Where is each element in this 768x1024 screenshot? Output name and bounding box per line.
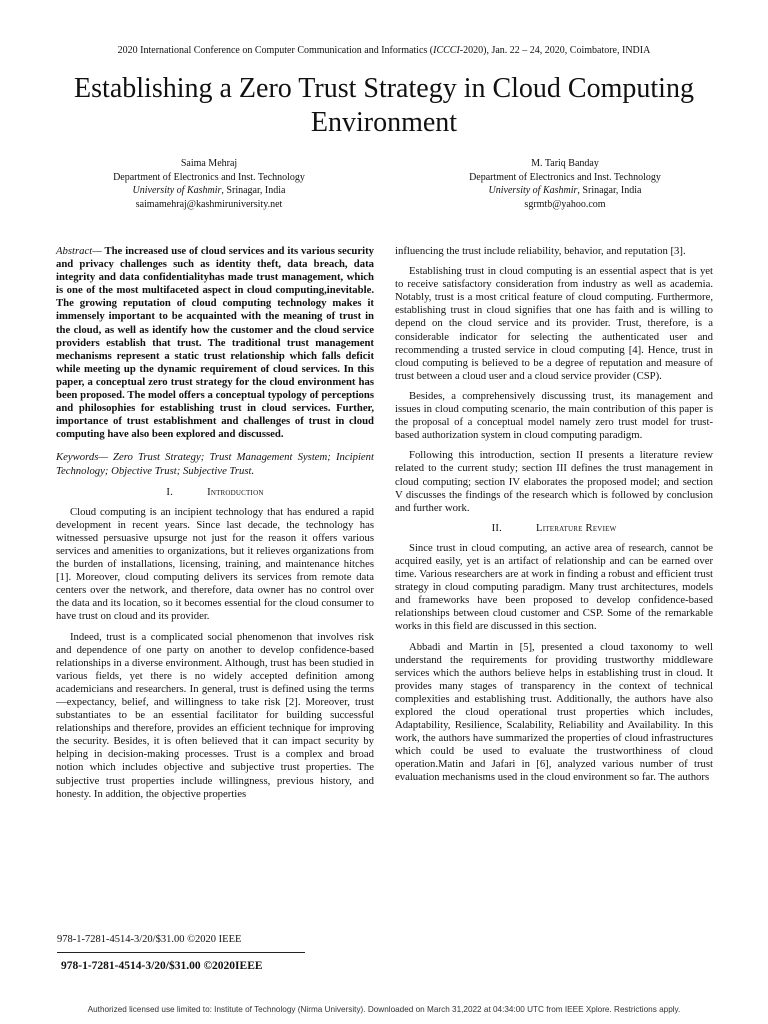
isbn-line: 978-1-7281-4514-3/20/$31.00 ©2020 IEEE [57, 934, 242, 945]
right-column [395, 245, 713, 792]
paragraph: Following this introduction, section II presents a literature review related to the current study; section III defines the trust management in cloud computing; section IV elaborates the proposed model; and section V discusses the findings of the research which is followed by conclusion and further work. [395, 449, 713, 514]
author-email: sgrmtb@yahoo.com [524, 198, 606, 210]
author-name: M. Tariq Banday [531, 158, 599, 169]
author-email: saimamehraj@kashmiruniversity.net [135, 198, 283, 210]
conference-acronym: ICCCI [433, 45, 460, 56]
author-name: Saima Mehraj [180, 158, 238, 169]
paragraph: Since trust in cloud computing, an active area of research, cannot be acquired easily, yet is an artifact of relationship and can be earned over time. Various researchers are at work in finding a robust and efficient trust strategy in cloud computing paradigm. Many trust architectures, models and frameworks have been proposed to develop confidence-based relationships between cloud customer and CSP. Some of the remarkable works in this field are discussed in this section. [395, 541, 713, 633]
section-heading-literature-review: II. Literature Review [491, 521, 617, 534]
paper-title: Establishing a Zero Trust Strategy in Cloud Computing Environment [74, 73, 694, 138]
author-dept: Department of Electronics and Inst. Technology [113, 171, 305, 183]
footnote-rule [57, 952, 305, 953]
abstract: Abstract— The increased use of cloud services and its various security and privacy challenges such as identity theft, data breach, data integrity and data confidentialityhas made trust management, which is one of the most multifaceted aspect in cloud computing,inevitable. The growing reputation of cloud computing technology makes it immensely important to be acquainted with the meaning of trust in the cloud, as well as identify how the customer and the cloud service providers establish that trust. The traditional trust management mechanisms represent a static trust relationship which falls deficit while meeting up the dynamic requirement of cloud services. In this paper, a conceptual zero trust strategy for the cloud environment has been proposed. The model offers a conceptual typology of perceptions and philosophies for establishing trust in cloud services. Further, importance of trust establishment and challenges of trust in cloud computing have also been explored and discussed. [56, 245, 374, 441]
author-affiliation: University of Kashmir, Srinagar, India [488, 185, 642, 196]
paragraph: Besides, a comprehensively discussing trust, its management and issues in cloud computing scenario, the main contribution of this paper is the proposal of a conceptual model namely zero trust model for trust-based authorization system in cloud computing paradigm. [395, 389, 713, 442]
keywords: Keywords— Zero Trust Strategy; Trust Management System; Incipient Technology; Objective Trust; Subjective Trust. [56, 451, 374, 477]
isbn-line-bold: 978-1-7281-4514-3/20/$31.00 ©2020IEEE [61, 960, 263, 972]
left-column [56, 245, 374, 808]
paragraph: Abbadi and Martin in [5], presented a cloud taxonomy to well understand the requirements for providing trustworthy middleware services which the authors believe helps in establishing trust in cloud. It provides many stages of transparency in the context of technical complexities and establishing trust. Additionally, the authors have also explored the cloud operational trust properties which includes, Adaptability, Resilience, Scalability, Reliability and Availability. In this work, the authors have summarized the properties of cloud infrastructures which could be used to evaluate the trustworthiness of cloud operation.Matin and Jafari in [6], analyzed various number of trust evaluation mechanisms used in the cloud environment so far. The authors [395, 640, 713, 784]
section-heading-introduction: I. Introduction [166, 485, 264, 498]
paragraph: Cloud computing is an incipient technology that has endured a rapid development in recent years. Since last decade, the technology has witnessed persuasive upsurge not just for the reason it offers various services and amenities to organizations, but it relieves organizations from the burden of installations, licensing, training, and maintenance hitches [1]. Moreover, cloud computing delivers its services from remote data centers over the network, and therefore, data owner has no control over the data and its location, so it becomes essential for the cloud consumer to have trust on cloud and its provider. [56, 505, 374, 623]
paragraph: influencing the trust include reliability, behavior, and reputation [3]. [395, 245, 686, 257]
paragraph: Indeed, trust is a complicated social phenomenon that involves risk and dependence of one party on another to develop confidence-based relationships in a diverse environment. Although, trust has been studied in various fields, yet there is no widely accepted definition among academicians and researchers. In general, trust is defined using the terms—expectancy, belief, and willingness to take risk [2]. Moreover, trust substantiates to be an essential facilitator for building successful relationships and therefore, provides an efficient technique for improving the security. Besides, it is often believed that it can impact security by helping in decision-making processes. Trust is a complex and broad notion which includes objective and subjective trust properties. The subjective trust properties include willingness, previous history, and honesty. In addition, the objective properties [56, 630, 374, 800]
author-affiliation: University of Kashmir, Srinagar, India [132, 185, 286, 196]
author-block-1 [84, 157, 334, 211]
author-dept: Department of Electronics and Inst. Technology [469, 171, 661, 183]
author-block-2 [440, 157, 690, 211]
paragraph: Establishing trust in cloud computing is an essential aspect that is yet to receive satisfactory consideration from industry as well as academia. Notably, trust is a most critical feature of cloud computing. Furthermore, establishing trust in cloud signifies that one has faith and is willing to depend on the cloud service and its provider. Trust, therefore, is a considerable indicator for selecting the authenticated user and recommending a trusted service in cloud computing [4]. Hence, trust in cloud computing is believed to be a degree of reputation and measure of trust between a cloud user and a cloud service provider (CSP). [395, 265, 713, 382]
license-footer: Authorized licensed use limited to: Institute of Technology (Nirma University). Downloaded on March 31,2022 at 04:34:00 UTC from IEEE Xplore. Restrictions apply. [87, 1005, 681, 1014]
conference-header: 2020 International Conference on Computer Communication and Informatics (ICCCI-2020), Jan. 22 – 24, 2020, Coimbatore, INDIA [117, 45, 651, 56]
